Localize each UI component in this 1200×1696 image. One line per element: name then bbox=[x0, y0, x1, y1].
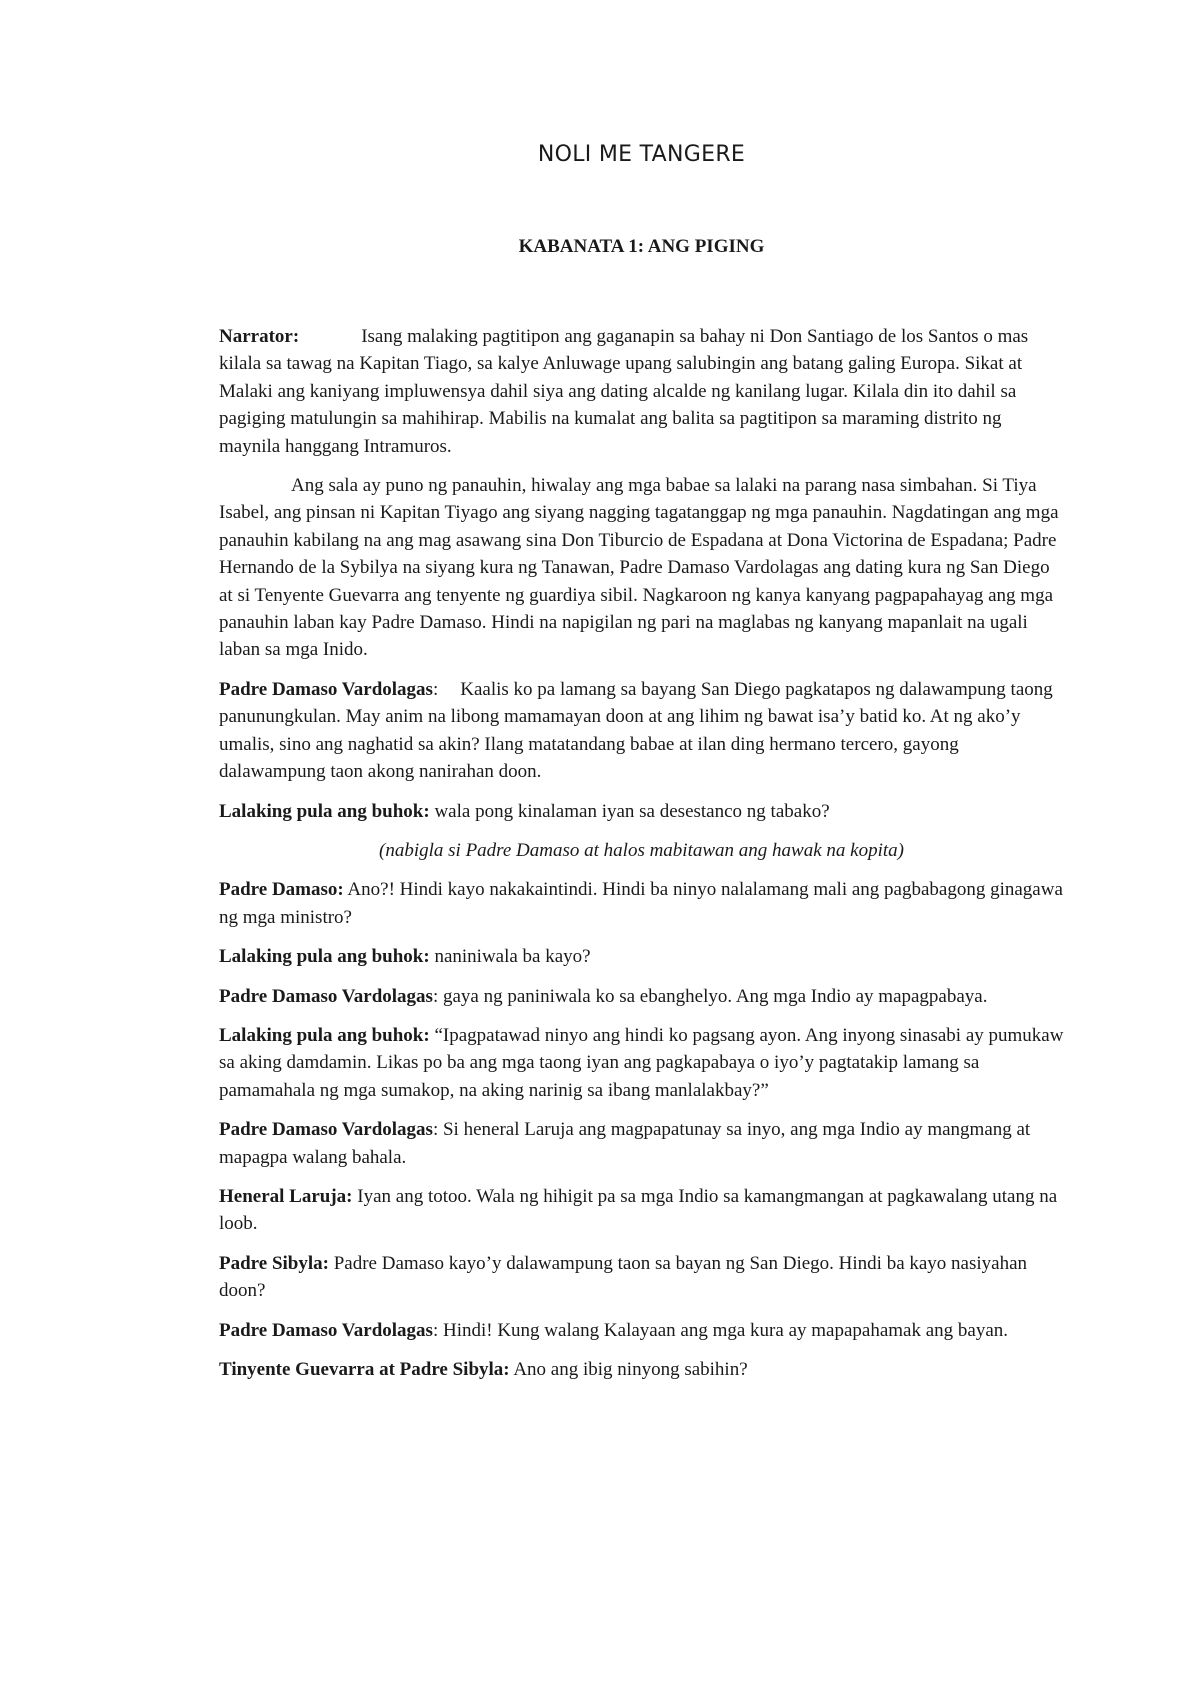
narration-paragraph: Ang sala ay puno ng panauhin, hiwalay ang mga babae sa lalaki na parang nasa simbahan. Si Tiya Isabel, ang pinsan ni Kapitan Tiyago ang siyang nagging tagatanggap ng mga panauhin. Nagdatingan ang mga panauhin kabilang na ang mag asawang sina Don Tiburcio de Espadana at Dona Victorina de Espadana; Padre Hernando de la Sybilya na siyang kura ng Tanawan, Padre Damaso Vardolagas ang dating kura ng San Diego at si Tenyente Guevarra ang tenyente ng guardiya sibil. Nagkaroon ng kanya kanyang pagpapahayag ang mga panauhin laban kay Padre Damaso. Hindi na napigilan ng pari na maglabas ng kanyang mapanlait na ugali laban sa mga Inido. bbox=[219, 475, 1059, 661]
dialogue-text: Padre Damaso kayo’y dalawampung taon sa bayan ng San Diego. Hindi ba kayo nasiyahan doon? bbox=[219, 1252, 1028, 1302]
dialogue-text: Ano?! Hindi kayo nakakaintindi. Hindi ba ninyo nalalamang mali ang pagbabagong ginagawa ng mga ministro? bbox=[219, 879, 1063, 928]
narrator-paragraph bbox=[219, 323, 1064, 460]
dialogue-text: Kaalis ko pa lamang sa bayang San Diego pagkatapos ng dalawampung taong panunungkulan. May anim na libong mamamayan doon at ang lihim ng bawat isa’y batid ko. At ng ako’y umalis, sino ang naghatid sa akin? Ilang matatandang babae at ilan ding hermano tercero, gayong dalawampung taon akong nanirahan doon. bbox=[219, 678, 1053, 783]
dialogue-line bbox=[219, 943, 1064, 970]
speaker-suffix: : bbox=[432, 1319, 439, 1341]
dialogue-text: wala pong kinalaman iyan sa desestanco ng tabako? bbox=[429, 800, 830, 822]
dialogue-text: gaya ng paniniwala ko sa ebanghelyo. Ang mga Indio ay mapagpabaya. bbox=[438, 985, 988, 1007]
dialogue-line bbox=[219, 1250, 1064, 1305]
dialogue-text: Iyan ang totoo. Wala ng hihigit pa sa mga Indio sa kamangmangan at pagkawalang utang na loob. bbox=[219, 1185, 1058, 1235]
dialogue-text: naniniwala ba kayo? bbox=[429, 946, 591, 968]
dialogue-line bbox=[219, 983, 1064, 1010]
dialogue-line bbox=[219, 1317, 1064, 1344]
speaker-label: Padre Damaso Vardolagas bbox=[219, 1119, 433, 1141]
speaker-label: Padre Sibyla: bbox=[219, 1252, 329, 1274]
speaker-label: Lalaking pula ang buhok: bbox=[219, 1024, 430, 1046]
dialogue-line bbox=[219, 1022, 1064, 1104]
chapter-heading: KABANATA 1: ANG PIGING bbox=[518, 236, 765, 257]
speaker-label: Padre Damaso Vardolagas bbox=[219, 985, 433, 1007]
dialogue-text: “Ipagpatawad ninyo ang hindi ko pagsang ayon. Ang inyong sinasabi ay pumukaw sa aking damdamin. Likas po ba ang mga taong iyan ang pagkapabaya o iyo’y pagtatakip lamang sa pamamahala ng mga sumakop, na aking narinig sa ibang manlalakbay?” bbox=[219, 1024, 1064, 1101]
speaker-suffix: : bbox=[432, 678, 439, 700]
speaker-label: Padre Damaso Vardolagas bbox=[219, 678, 433, 700]
dialogue-line bbox=[219, 676, 1064, 786]
dialogue-line bbox=[219, 876, 1064, 931]
speaker-label: Narrator: bbox=[219, 326, 300, 347]
dialogue-line bbox=[219, 1356, 1064, 1383]
dialogue-line bbox=[219, 1183, 1064, 1238]
speaker-label: Heneral Laruja: bbox=[219, 1185, 353, 1207]
document-title: NOLI ME TANGERE bbox=[537, 142, 746, 167]
speaker-suffix: : bbox=[432, 1119, 439, 1141]
speaker-label: Lalaking pula ang buhok: bbox=[219, 800, 430, 822]
speaker-label: Padre Damaso: bbox=[219, 879, 344, 901]
speaker-suffix: : bbox=[432, 985, 439, 1007]
dialogue-text: Isang malaking pagtitipon ang gaganapin sa bahay ni Don Santiago de los Santos o mas kilala sa tawag na Kapitan Tiago, sa kalye Anluwage upang salubingin ang batang galing Europa. Sikat at Malaki ang kaniyang impluwensya dahil siya ang dating alcalde ng kanilang lugar. Kilala din ito dahil sa pagiging matulungin sa mahihirap. Mabilis na kumalat ang balita sa pagtitipon sa maraming distrito ng maynila hanggang Intramuros. bbox=[219, 326, 1029, 457]
dialogue-text: Hindi! Kung walang Kalayaan ang mga kura ay mapapahamak ang bayan. bbox=[438, 1319, 1009, 1341]
speaker-label: Tinyente Guevarra at Padre Sibyla: bbox=[219, 1359, 510, 1380]
dialogue-line bbox=[219, 1116, 1064, 1171]
stage-direction: (nabigla si Padre Damaso at halos mabitawan ang hawak na kopita) bbox=[379, 839, 904, 861]
document-body bbox=[219, 323, 1064, 1395]
dialogue-text: Ano ang ibig ninyong sabihin? bbox=[509, 1359, 748, 1380]
speaker-label: Lalaking pula ang buhok: bbox=[219, 946, 430, 968]
dialogue-line bbox=[219, 798, 1064, 825]
speaker-label: Padre Damaso Vardolagas bbox=[219, 1319, 433, 1341]
dialogue-text: Si heneral Laruja ang magpapatunay sa inyo, ang mga Indio ay mangmang at mapagpa walang bahala. bbox=[219, 1119, 1031, 1168]
